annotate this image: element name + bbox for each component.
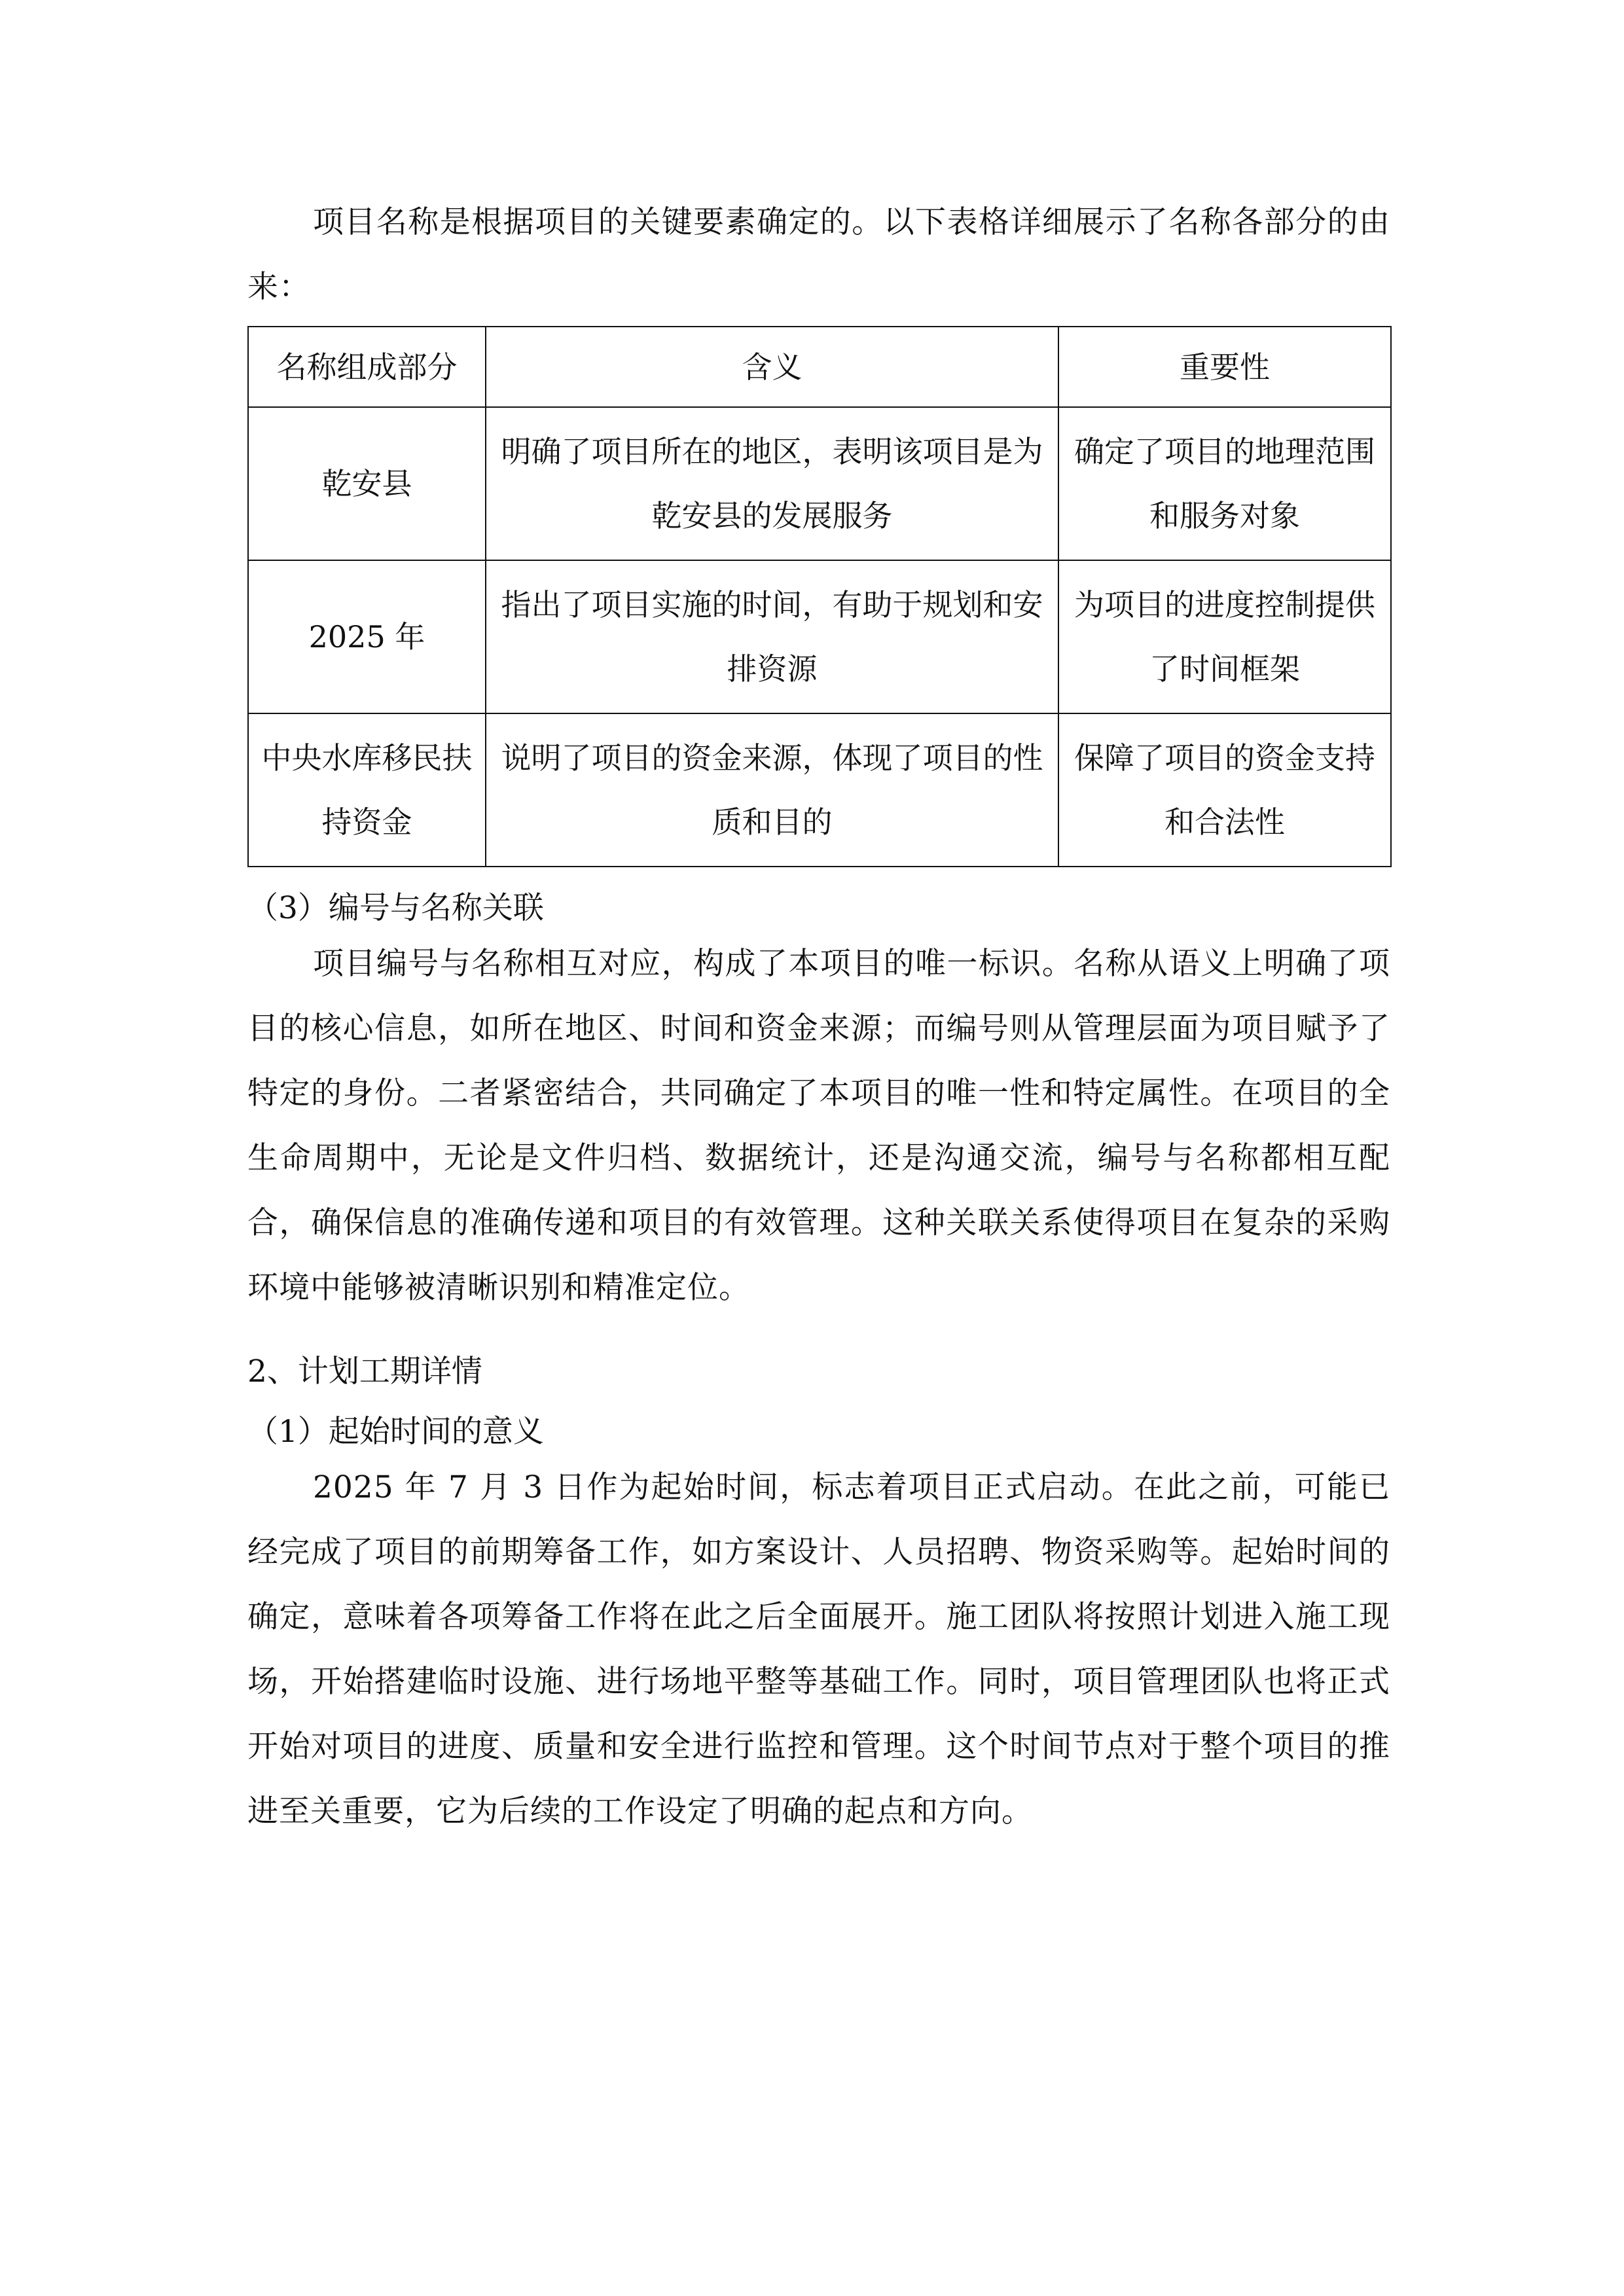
- table-cell-importance: 为项目的进度控制提供了时间框架: [1058, 560, 1391, 713]
- table-header-importance: 重要性: [1058, 327, 1391, 407]
- table-cell-part: 中央水库移民扶持资金: [248, 713, 486, 867]
- section-3-body: 项目编号与名称相互对应，构成了本项目的唯一标识。名称从语义上明确了项目的核心信息，如所在地区、时间和资金来源；而编号则从管理层面为项目赋予了特定的身份。二者紧密结合，共同确定了本项目的唯一性和特定属性。在项目的全生命周期中，无论是文件归档、数据统计，还是沟通交流，编号与名称都相互配合，确保信息的准确传递和项目的有效管理。这种关联关系使得项目在复杂的采购环境中能够被清晰识别和精准定位。: [247, 946, 1390, 1306]
- intro-paragraph: 项目名称是根据项目的关键要素确定的。以下表格详细展示了名称各部分的由来：: [247, 204, 1390, 305]
- table-header-meaning: 含义: [486, 327, 1058, 407]
- table-cell-part: 2025 年: [248, 560, 486, 713]
- subsection-1-body: 2025 年 7 月 3 日作为起始时间，标志着项目正式启动。在此之前，可能已经完成了项目的前期筹备工作，如方案设计、人员招聘、物资采购等。起始时间的确定，意味着各项筹备工作将在此之后全面展开。施工团队将按照计划进入施工现场，开始搭建临时设施、进行场地平整等基础工作。同时，项目管理团队也将正式开始对项目的进度、质量和安全进行监控和管理。这个时间节点对于整个项目的推进至关重要，它为后续的工作设定了明确的起点和方向。: [247, 1469, 1390, 1829]
- table-cell-meaning: 说明了项目的资金来源，体现了项目的性质和目的: [486, 713, 1058, 867]
- table-cell-importance: 保障了项目的资金支持和合法性: [1058, 713, 1391, 867]
- table-header-row: [248, 327, 1391, 407]
- table-cell-meaning: 明确了项目所在的地区，表明该项目是为乾安县的发展服务: [486, 407, 1058, 560]
- section-2-heading: 2、计划工期详情: [247, 1354, 482, 1390]
- subsection-1-heading: （1）起始时间的意义: [247, 1414, 544, 1450]
- table-cell-part: 乾安县: [248, 407, 486, 560]
- table-row: [248, 713, 1391, 867]
- name-components-table: [247, 326, 1392, 867]
- table-header-part: 名称组成部分: [248, 327, 486, 407]
- table-row: [248, 560, 1391, 713]
- section-3-heading: （3）编号与名称关联: [247, 890, 544, 926]
- table-cell-importance: 确定了项目的地理范围和服务对象: [1058, 407, 1391, 560]
- document-content: [247, 190, 1390, 1844]
- table-row: [248, 407, 1391, 560]
- table-cell-meaning: 指出了项目实施的时间，有助于规划和安排资源: [486, 560, 1058, 713]
